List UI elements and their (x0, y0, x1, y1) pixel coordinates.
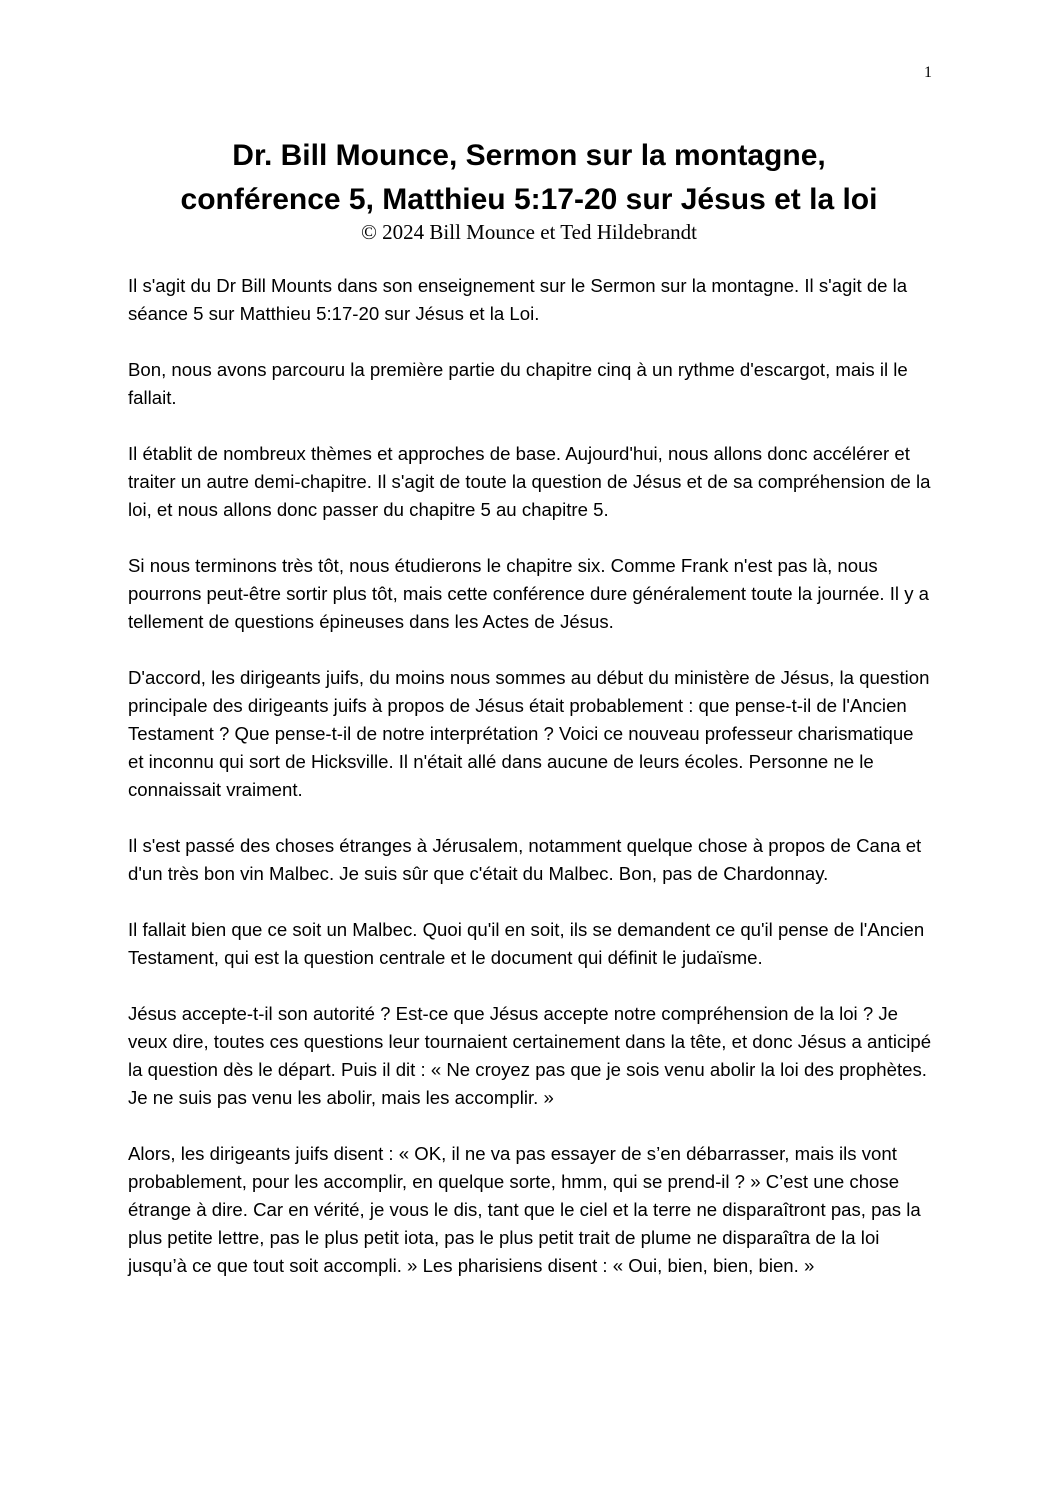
paragraph: Il s'est passé des choses étranges à Jérusalem, notamment quelque chose à propos de Cana et d'un très bon vin Malbec. Je suis sûr que c'était du Malbec. Bon, pas de Chardonnay. (128, 835, 922, 884)
paragraph: Alors, les dirigeants juifs disent : « OK, il ne va pas essayer de s’en débarrasser, mais ils vont probablement, pour les accomplir, en quelque sorte, hmm, qui se prend-il ? » C’est une chose étrange à dire. Car en vérité, je vous le dis, tant que le ciel et la terre ne disparaîtront pas, pas la plus petite lettre, pas le plus petit iota, pas le plus petit trait de plume ne disparaîtra de la loi jusqu’à ce que tout soit accompli. » Les pharisiens disent : « Oui, bien, bien, bien. » (128, 1143, 921, 1276)
paragraph: Il établit de nombreux thèmes et approches de base. Aujourd'hui, nous allons donc accélérer et traiter un autre demi-chapitre. Il s'agit de toute la question de Jésus et de sa compréhension de la loi, et nous allons donc passer du chapitre 5 au chapitre 5. (128, 443, 931, 520)
paragraph: Si nous terminons très tôt, nous étudierons le chapitre six. Comme Frank n'est pas là, nous pourrons peut-être sortir plus tôt, mais cette conférence dure généralement toute la journée. Il y a tellement de questions épineuses dans les Actes de Jésus. (128, 555, 930, 632)
page-number: 1 (924, 64, 932, 81)
paragraph: D'accord, les dirigeants juifs, du moins nous sommes au début du ministère de Jésus, la question principale des dirigeants juifs à propos de Jésus était probablement : que pense-t-il de l'Ancien Testament ? Que pense-t-il de notre interprétation ? Voici ce nouveau professeur charismatique et inconnu qui sort de Hicksville. Il n'était allé dans aucune de leurs écoles. Personne ne le connaissait vraiment. (128, 667, 930, 800)
document-body (128, 272, 933, 1308)
paragraph: Il fallait bien que ce soit un Malbec. Quoi qu'il en soit, ils se demandent ce qu'il pense de l'Ancien Testament, qui est la question centrale et le document qui définit le judaïsme. (128, 919, 925, 968)
paragraph: Il s'agit du Dr Bill Mounts dans son enseignement sur le Sermon sur la montagne. Il s'agit de la séance 5 sur Matthieu 5:17-20 sur Jésus et la Loi. (128, 275, 908, 324)
paragraph: Bon, nous avons parcouru la première partie du chapitre cinq à un rythme d'escargot, mais il le fallait. (128, 359, 908, 408)
paragraph: Jésus accepte-t-il son autorité ? Est-ce que Jésus accepte notre compréhension de la loi ? Je veux dire, toutes ces questions leur tournaient certainement dans la tête, et donc Jésus a anticipé la question dès le départ. Puis il dit : « Ne croyez pas que je sois venu abolir la loi des prophètes. Je ne suis pas venu les abolir, mais les accomplir. » (128, 1003, 932, 1108)
document-header (0, 134, 1058, 244)
title-line-1: Dr. Bill Mounce, Sermon sur la montagne, (232, 139, 826, 172)
copyright-line: © 2024 Bill Mounce et Ted Hildebrandt (360, 220, 698, 244)
title-line-2: conférence 5, Matthieu 5:17-20 sur Jésus et la loi (180, 183, 878, 216)
document-title (0, 134, 1058, 222)
